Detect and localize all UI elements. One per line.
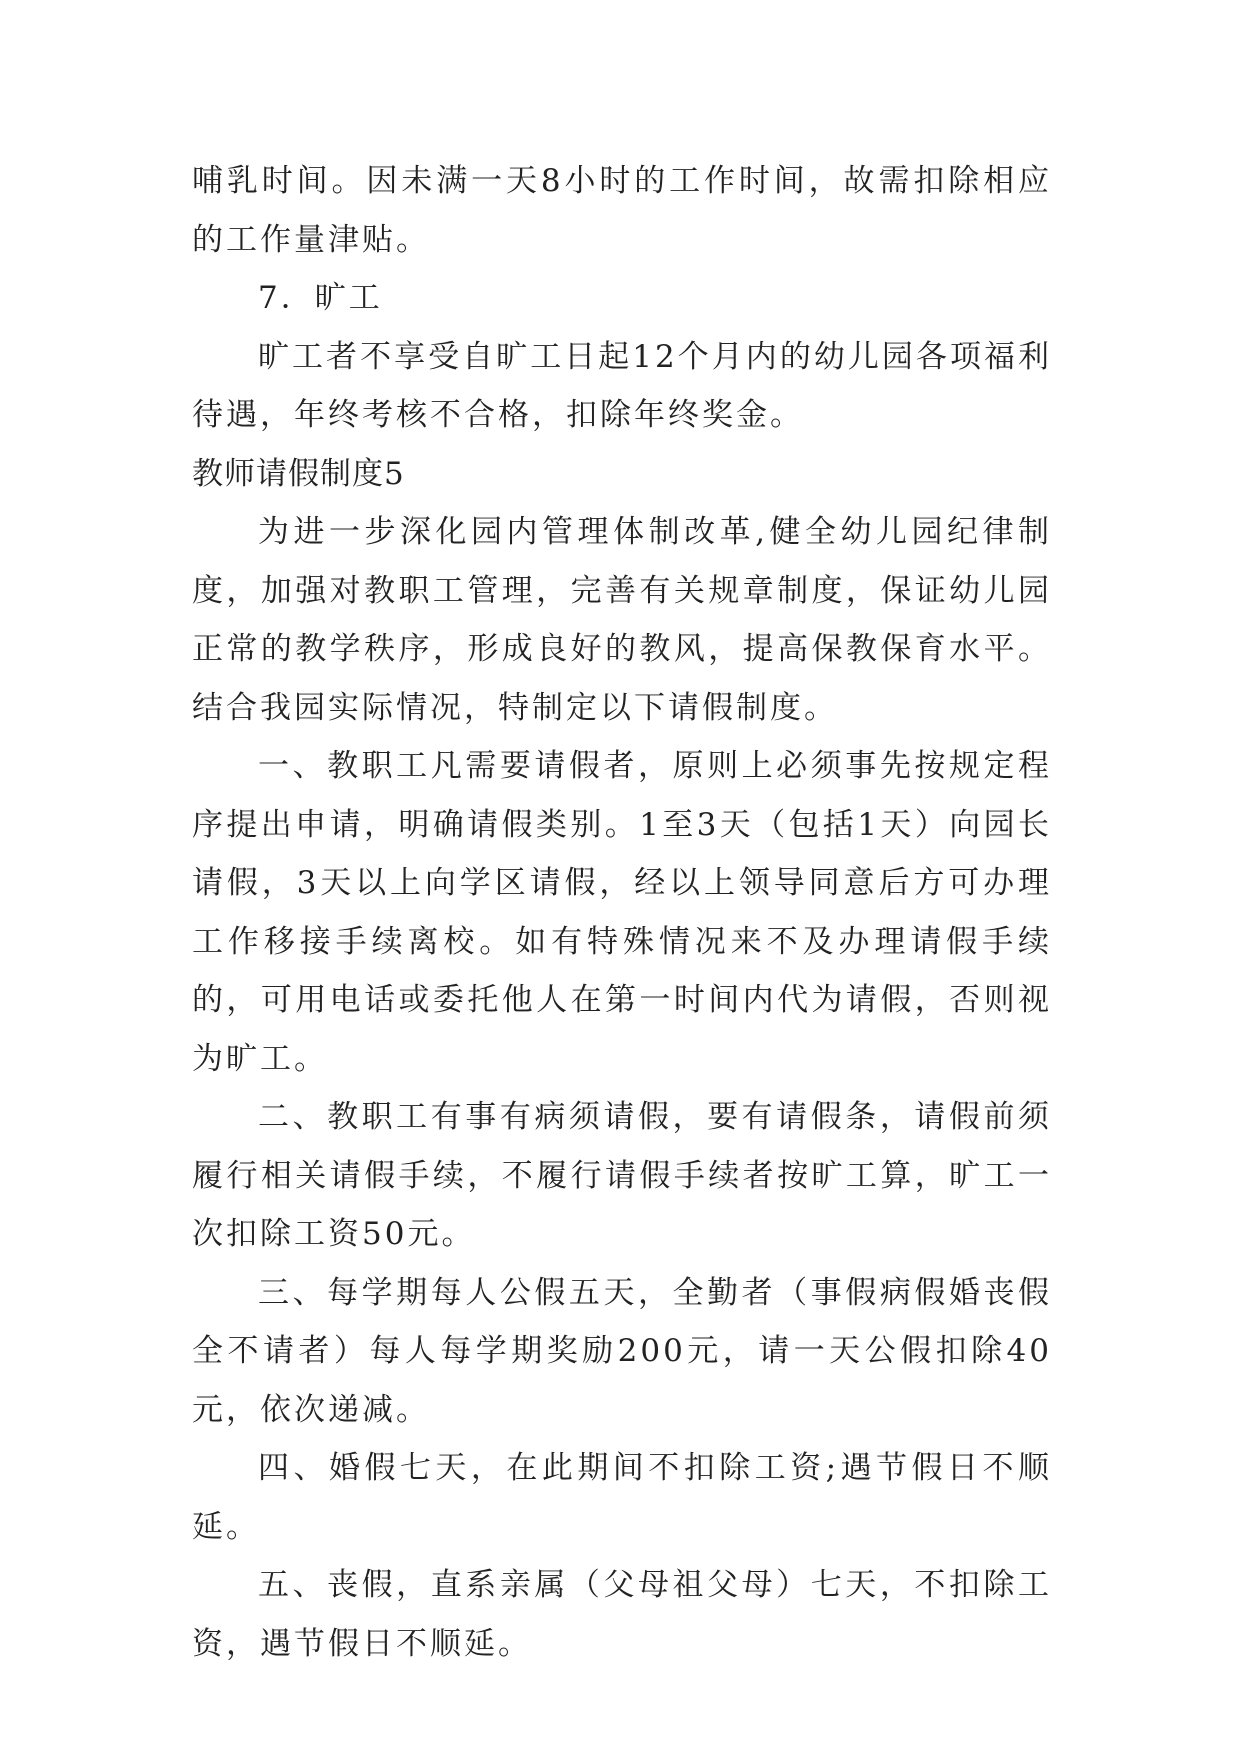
document-body (192, 152, 1052, 1673)
paragraph-introduction: 为进一步深化园内管理体制改革,健全幼儿园纪律制度，加强对教职工管理，完善有关规章制度，保证幼儿园正常的教学秩序，形成良好的教风，提高保教保育水平。结合我园实际情况，特制定以下请假制度。 (192, 514, 1052, 726)
section-absenteeism-title: 7．旷工 (258, 280, 383, 316)
paragraph-rule-five: 五、丧假，直系亲属（父母祖父母）七天，不扣除工资，遇节假日不顺延。 (192, 1567, 1052, 1662)
document-heading: 教师请假制度5 (192, 455, 405, 492)
paragraph-rule-two: 二、教职工有事有病须请假，要有请假条，请假前须履行相关请假手续，不履行请假手续者按旷工算，旷工一次扣除工资50元。 (192, 1099, 1052, 1252)
paragraph-rule-four: 四、婚假七天，在此期间不扣除工资;遇节假日不顺延。 (192, 1450, 1052, 1545)
paragraph-breastfeeding-time: 哺乳时间。因未满一天8小时的工作时间，故需扣除相应的工作量津贴。 (192, 163, 1052, 258)
paragraph-rule-one: 一、教职工凡需要请假者，原则上必须事先按规定程序提出申请，明确请假类别。1至3天（包括1天）向园长请假，3天以上向学区请假，经以上领导同意后方可办理工作移接手续离校。如有特殊情况来不及办理请假手续的，可用电话或委托他人在第一时间内代为请假，否则视为旷工。 (192, 748, 1052, 1077)
paragraph-absenteeism-rule: 旷工者不享受自旷工日起12个月内的幼儿园各项福利待遇，年终考核不合格，扣除年终奖金。 (192, 338, 1052, 433)
paragraph-rule-three: 三、每学期每人公假五天，全勤者（事假病假婚丧假全不请者）每人每学期奖励200元，请一天公假扣除40元，依次递减。 (192, 1274, 1052, 1428)
